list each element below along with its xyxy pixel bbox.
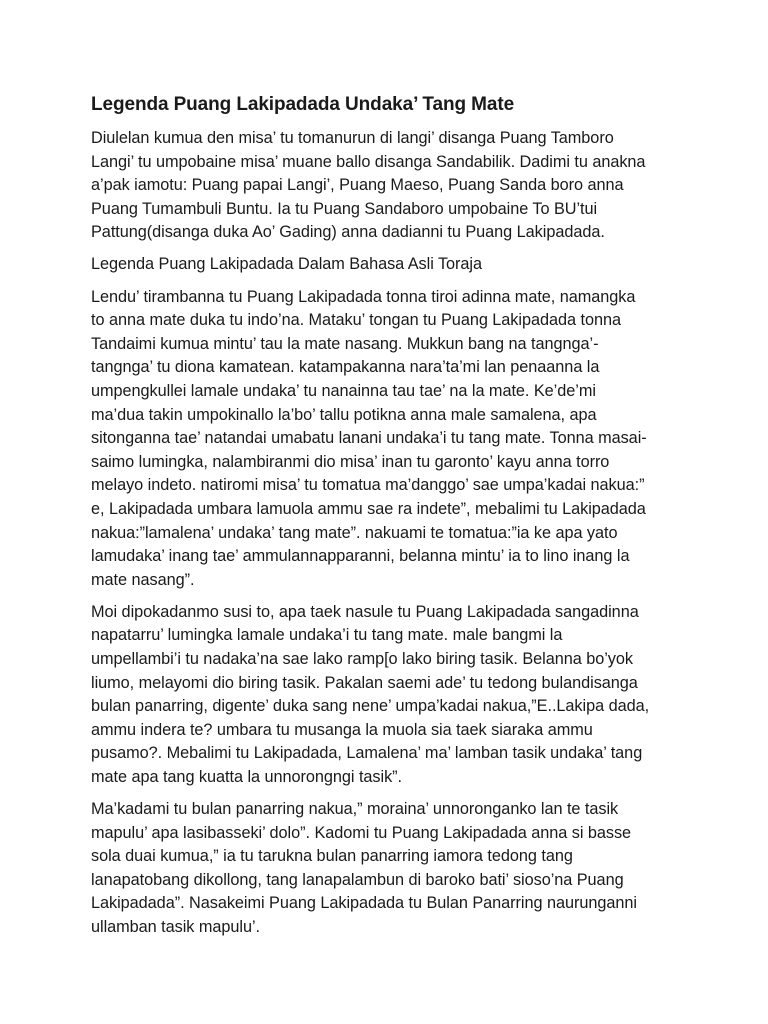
text-line: Puang Tumambuli Buntu. Ia tu Puang Sandaboro umpobaine To BU’tui — [91, 199, 598, 218]
text-line: sola duai kumua,” ia tu tarukna bulan panarring iamora tedong tang — [91, 847, 573, 866]
text-line: e, Lakipadada umbara lamuola ammu sae ra indete”, mebalimi tu Lakipadada — [91, 499, 646, 518]
text-line: mapulu’ apa lasibasseki’ dolo”. Kadomi tu Puang Lakipadada anna si basse — [91, 823, 632, 842]
paragraph — [91, 798, 682, 940]
document-title: Legenda Puang Lakipadada Undaka’ Tang Mate — [91, 94, 515, 115]
paragraph — [91, 601, 682, 790]
text-line: tangnga’ tu diona kamatean. katampakanna nara’ta’mi lan penaanna la — [91, 358, 600, 377]
text-line: Pattung(disanga duka Ao’ Gading) anna dadianni tu Puang Lakipadada. — [91, 223, 605, 242]
text-line: Tandaimi kumua mintu’ tau la mate nasang. Mukkun bang na tangnga’- — [91, 334, 599, 353]
text-line: nakua:”lamalena’ undaka’ tang mate”. nakuami te tomatua:”ia ke apa yato — [91, 523, 618, 542]
text-line: a’pak iamotu: Puang papai Langi’, Puang Maeso, Puang Sanda boro anna — [91, 176, 624, 195]
text-line: Langi’ tu umpobaine misa’ muane ballo disanga Sandabilik. Dadimi tu anakna — [91, 152, 646, 171]
paragraph — [91, 286, 682, 593]
text-line: to anna mate duka tu indo’na. Mataku’ tongan tu Puang Lakipadada tonna — [91, 311, 621, 330]
text-line: umpellambi’i tu nadaka’na sae lako ramp[o lako biring tasik. Belanna bo’yok — [91, 649, 633, 668]
text-line: napatarru’ lumingka lamale undaka’i tu tang mate. male bangmi la — [91, 626, 563, 645]
text-line: Legenda Puang Lakipadada Dalam Bahasa Asli Toraja — [91, 255, 483, 274]
text-line: Lendu’ tirambanna tu Puang Lakipadada tonna tiroi adinna mate, namangka — [91, 287, 636, 306]
text-line: mate apa tang kuatta la unnorongngi tasik”. — [91, 767, 403, 786]
text-line: bulan panarring, digente’ duka sang nene’ umpa’kadai nakua,”E..Lakipa dada, — [91, 697, 650, 716]
paragraph — [91, 127, 682, 245]
text-line: Ma’kadami tu bulan panarring nakua,” moraina’ unnoronganko lan te tasik — [91, 800, 619, 819]
text-line: lamudaka’ inang tae’ ammulannapparanni, belanna mintu’ ia to lino inang la — [91, 547, 630, 566]
text-line: ma’dua takin umpokinallo la’bo’ tallu potikna anna male samalena, apa — [91, 405, 597, 424]
text-line: pusamo?. Mebalimi tu Lakipadada, Lamalena’ ma’ lamban tasik undaka’ tang — [91, 744, 643, 763]
text-line: umpengkullei lamale undaka’ tu nanainna tau tae’ na la mate. Ke’de’mi — [91, 381, 596, 400]
text-line: mate nasang”. — [91, 570, 195, 589]
document-body — [91, 127, 682, 940]
text-line: melayo indeto. natiromi misa’ tu tomatua ma’danggo’ sae umpa’kadai nakua:” — [91, 476, 645, 495]
text-line: ammu indera te? umbara tu musanga la muola sia taek siaraka ammu — [91, 720, 593, 739]
text-line: liumo, melayomi dio biring tasik. Pakalan saemi ade’ tu tedong bulandisanga — [91, 673, 638, 692]
text-line: Diulelan kumua den misa’ tu tomanurun di langi’ disanga Puang Tamboro — [91, 129, 614, 147]
text-line: saimo lumingka, nalambiranmi dio misa’ inan tu garonto’ kayu anna torro — [91, 452, 610, 471]
paragraph — [91, 253, 682, 277]
text-line: sitonganna tae’ natandai umabatu lanani undaka’i tu tang mate. Tonna masai- — [91, 429, 647, 448]
text-line: ullamban tasik mapulu’. — [91, 918, 260, 936]
text-line: lanapatobang dikollong, tang lanapalambun di baroko bati’ sioso’na Puang — [91, 870, 624, 889]
text-line: Lakipadada”. Nasakeimi Puang Lakipadada tu Bulan Panarring naurunganni — [91, 894, 637, 913]
text-line: Moi dipokadanmo susi to, apa taek nasule tu Puang Lakipadada sangadinna — [91, 602, 639, 621]
